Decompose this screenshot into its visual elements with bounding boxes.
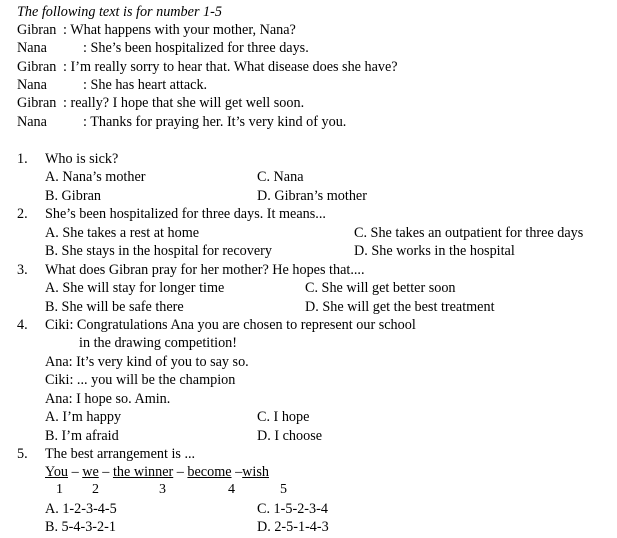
option-b: B. I’m afraid — [45, 428, 119, 444]
question-text: She’s been hospitalized for three days. It means... — [45, 206, 326, 222]
option-b: B. She stays in the hospital for recovery — [45, 243, 272, 259]
option-d: D. 2-5-1-4-3 — [257, 519, 329, 535]
option-a: A. I’m happy — [45, 409, 122, 425]
dialog-line: Ciki: ... you will be the champion — [45, 372, 236, 388]
dialog-line: Ana: I hope so. Amin. — [45, 391, 171, 407]
dialog-line: Gibran : I’m really sorry to hear that. What disease does she have? — [17, 59, 398, 75]
dialog-line: Nana : She has heart attack. — [17, 77, 208, 93]
option-d: D. Gibran’s mother — [257, 188, 367, 204]
word-number-4: 4 — [228, 482, 235, 497]
question-number: 5. — [17, 446, 28, 462]
question-number: 4. — [17, 317, 28, 333]
dialog-line: Gibran : What happens with your mother, Nana? — [17, 22, 296, 38]
question-number: 2. — [17, 206, 28, 222]
question-number: 3. — [17, 262, 28, 278]
word-arrangement: You – we – the winner – become –wish — [45, 464, 269, 480]
word-2: we — [82, 464, 99, 480]
option-a: A. She will stay for longer time — [45, 280, 225, 296]
option-c: C. She takes an outpatient for three days — [354, 225, 584, 241]
option-a: A. Nana’s mother — [45, 169, 146, 185]
word-1: You — [45, 464, 69, 480]
dialog-line: Nana : She’s been hospitalized for three days. — [17, 40, 309, 56]
word-4: become — [187, 464, 232, 480]
question-number: 1. — [17, 151, 28, 167]
question-text: What does Gibran pray for her mother? He hopes that.... — [45, 262, 365, 278]
passage-title: The following text is for number 1-5 — [17, 4, 222, 20]
question-text: Who is sick? — [45, 151, 119, 167]
option-d: D. I choose — [257, 428, 323, 444]
option-c: C. Nana — [257, 169, 304, 185]
option-b: B. 5-4-3-2-1 — [45, 519, 116, 535]
option-a: A. She takes a rest at home — [45, 225, 200, 241]
option-c: C. I hope — [257, 409, 310, 425]
dialog-line: Gibran : really? I hope that she will get well soon. — [17, 95, 305, 111]
option-a: A. 1-2-3-4-5 — [45, 501, 117, 517]
dialog-line: Ana: It’s very kind of you to say so. — [45, 354, 249, 370]
word-number-3: 3 — [159, 482, 166, 497]
dialog-line: Nana : Thanks for praying her. It’s very kind of you. — [17, 114, 347, 130]
word-number-2: 2 — [92, 482, 99, 497]
question-text: Ciki: Congratulations Ana you are chosen to represent our school — [45, 317, 416, 333]
option-d: D. She works in the hospital — [354, 243, 515, 259]
question-text-continued: in the drawing competition! — [79, 335, 237, 351]
word-3: the winner — [112, 464, 174, 480]
word-number-1: 1 — [56, 482, 63, 497]
word-number-5: 5 — [280, 482, 287, 497]
question-text: The best arrangement is ... — [45, 446, 196, 462]
option-c: C. 1-5-2-3-4 — [257, 501, 328, 517]
option-b: B. Gibran — [45, 188, 101, 204]
option-c: C. She will get better soon — [305, 280, 456, 296]
option-d: D. She will get the best treatment — [305, 299, 495, 315]
option-b: B. She will be safe there — [45, 299, 184, 315]
word-5: wish — [242, 464, 269, 480]
